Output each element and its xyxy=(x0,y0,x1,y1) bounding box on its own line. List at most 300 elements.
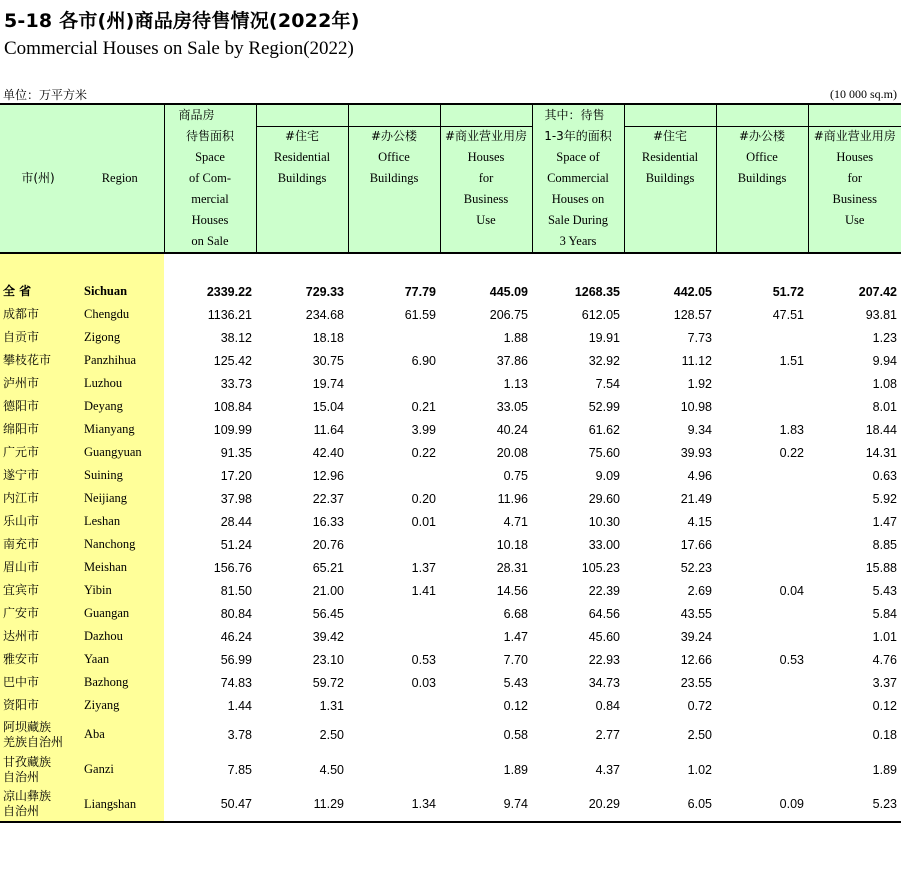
row-city: 达州市 xyxy=(0,625,76,648)
row-value: 21.00 xyxy=(312,583,344,598)
row-region: Guangan xyxy=(76,602,164,625)
row-value: 47.51 xyxy=(772,307,804,322)
header-office-3y xyxy=(716,104,808,253)
row-value: 14.31 xyxy=(865,445,897,460)
row-value: 34.73 xyxy=(588,675,620,690)
row-value: 0.12 xyxy=(503,698,528,713)
row-value: 65.21 xyxy=(312,560,344,575)
row-city: 遂宁市 xyxy=(0,464,76,487)
row-value: 50.47 xyxy=(164,787,256,822)
row-city: 广元市 xyxy=(0,441,76,464)
row-value: 0.12 xyxy=(872,698,897,713)
row-value: 0.04 xyxy=(779,583,804,598)
table-row xyxy=(0,694,901,717)
row-region: Luzhou xyxy=(76,372,164,395)
row-value: 74.83 xyxy=(220,675,252,690)
row-city: 攀枝花市 xyxy=(0,349,76,372)
row-city: 资阳市 xyxy=(0,694,76,717)
row-region: Dazhou xyxy=(76,625,164,648)
row-value: 1.89 xyxy=(503,762,528,777)
row-value: 6.05 xyxy=(624,787,716,822)
row-value: 64.56 xyxy=(588,606,620,621)
row-value: 56.45 xyxy=(312,606,344,621)
row-value: 7.54 xyxy=(595,376,620,391)
row-city xyxy=(0,752,76,787)
row-value: 39.24 xyxy=(680,629,712,644)
row-value: 105.23 xyxy=(581,560,620,575)
row-value: 7.70 xyxy=(503,652,528,667)
row-value: 1.02 xyxy=(687,762,712,777)
row-value: 12.66 xyxy=(680,652,712,667)
header-three-en-2: Commercial xyxy=(547,171,609,185)
row-value: 23.55 xyxy=(680,675,712,690)
header-total-en-1: Space xyxy=(195,150,225,164)
page-title-en: Commercial Houses on Sale by Region(2022) xyxy=(4,38,354,59)
header-total-cn-2: 待售面积 xyxy=(185,129,234,143)
row-value: 10.98 xyxy=(680,399,712,414)
row-value: 108.84 xyxy=(213,399,252,414)
spacer-cell-right xyxy=(164,253,901,280)
row-value: 9.74 xyxy=(440,787,532,822)
row-value: 22.39 xyxy=(588,583,620,598)
row-region: Aba xyxy=(76,717,164,752)
row-value: 0.63 xyxy=(872,468,897,483)
row-value xyxy=(348,533,440,556)
row-value xyxy=(348,464,440,487)
header-office-3y-en-2: Buildings xyxy=(737,171,787,185)
row-value: 9.94 xyxy=(872,353,897,368)
row-value: 28.31 xyxy=(496,560,528,575)
row-value: 0.21 xyxy=(411,399,436,414)
row-value: 6.68 xyxy=(503,606,528,621)
row-value: 1.37 xyxy=(411,560,436,575)
table-row xyxy=(0,510,901,533)
row-value: 22.93 xyxy=(588,652,620,667)
row-value: 37.86 xyxy=(496,353,528,368)
row-value: 6.90 xyxy=(411,353,436,368)
row-value: 52.99 xyxy=(588,399,620,414)
header-business-en-1: Houses xyxy=(467,150,505,164)
header-business-3y xyxy=(808,104,901,253)
row-region: Neijiang xyxy=(76,487,164,510)
row-value: 0.22 xyxy=(779,445,804,460)
table-row xyxy=(0,349,901,372)
header-three-en-4: Sale During xyxy=(547,213,609,227)
spacer-cell xyxy=(0,253,164,280)
row-value: 1.34 xyxy=(348,787,440,822)
row-value: 19.91 xyxy=(588,330,620,345)
row-value xyxy=(716,694,808,717)
row-region: Deyang xyxy=(76,395,164,418)
row-value xyxy=(348,694,440,717)
table-row xyxy=(0,602,901,625)
row-value xyxy=(716,625,808,648)
row-value: 30.75 xyxy=(312,353,344,368)
row-city: 巴中市 xyxy=(0,671,76,694)
row-value: 51.24 xyxy=(220,537,252,552)
row-region: Suining xyxy=(76,464,164,487)
row-value: 17.66 xyxy=(680,537,712,552)
row-value: 3.37 xyxy=(872,675,897,690)
header-among-cn: 其中：待售 xyxy=(544,108,605,122)
row-value: 33.73 xyxy=(220,376,252,391)
row-value: 0.72 xyxy=(687,698,712,713)
row-value: 61.59 xyxy=(404,307,436,322)
unit-label-cn: 单位：万平方米 xyxy=(3,88,88,102)
row-value: 0.53 xyxy=(411,652,436,667)
header-three-years xyxy=(532,104,624,253)
row-region: Yibin xyxy=(76,579,164,602)
row-value: 3.78 xyxy=(227,727,252,742)
row-value: 16.33 xyxy=(312,514,344,529)
row-value xyxy=(348,752,440,787)
row-value: 1.31 xyxy=(319,698,344,713)
header-business-3y-en-3: Business xyxy=(832,192,877,206)
row-value: 43.55 xyxy=(680,606,712,621)
row-region: Sichuan xyxy=(76,280,164,303)
row-value xyxy=(716,602,808,625)
row-value: 2.69 xyxy=(687,583,712,598)
table-row xyxy=(0,487,901,510)
row-value: 42.40 xyxy=(312,445,344,460)
row-value: 2.77 xyxy=(595,727,620,742)
row-value: 442.05 xyxy=(673,284,712,299)
header-total-en-3: mercial xyxy=(191,192,229,206)
row-value xyxy=(716,533,808,556)
row-value: 729.33 xyxy=(305,284,344,299)
row-region: Guangyuan xyxy=(76,441,164,464)
row-value: 1.08 xyxy=(872,376,897,391)
row-value: 156.76 xyxy=(213,560,252,575)
row-value: 9.09 xyxy=(595,468,620,483)
row-value: 11.29 xyxy=(256,787,348,822)
row-city: 南充市 xyxy=(0,533,76,556)
header-total-en-4: Houses xyxy=(191,213,229,227)
row-value: 0.75 xyxy=(503,468,528,483)
table-row xyxy=(0,671,901,694)
row-value: 4.50 xyxy=(319,762,344,777)
row-value: 81.50 xyxy=(220,583,252,598)
table-row xyxy=(0,464,901,487)
row-city: 成都市 xyxy=(0,303,76,326)
row-region: Leshan xyxy=(76,510,164,533)
row-value: 52.23 xyxy=(680,560,712,575)
row-region: Chengdu xyxy=(76,303,164,326)
row-value xyxy=(348,625,440,648)
header-total-space xyxy=(164,104,256,253)
row-city-line: 阿坝藏族 xyxy=(3,719,52,734)
row-value xyxy=(716,717,808,752)
row-value: 56.99 xyxy=(220,652,252,667)
row-value: 61.62 xyxy=(588,422,620,437)
row-value: 20.29 xyxy=(532,787,624,822)
row-value xyxy=(348,326,440,349)
row-value: 91.35 xyxy=(220,445,252,460)
header-total-en-2: of Com- xyxy=(188,171,231,185)
header-office-cn: #办公楼 xyxy=(370,129,418,143)
table-row xyxy=(0,280,901,303)
row-value: 33.00 xyxy=(588,537,620,552)
header-city: 市(州) xyxy=(0,104,76,253)
row-value: 17.20 xyxy=(220,468,252,483)
header-office-en-1: Office xyxy=(378,150,410,164)
row-value: 2339.22 xyxy=(206,284,252,299)
row-value xyxy=(348,717,440,752)
row-value: 77.79 xyxy=(404,284,436,299)
row-value: 11.64 xyxy=(313,422,344,437)
row-value: 4.37 xyxy=(595,762,620,777)
row-value: 0.20 xyxy=(411,491,436,506)
header-office-3y-cn: #办公楼 xyxy=(738,129,786,143)
row-city xyxy=(0,787,76,822)
row-region: Mianyang xyxy=(76,418,164,441)
row-region: Zigong xyxy=(76,326,164,349)
row-value: 12.96 xyxy=(312,468,344,483)
row-city-line: 甘孜藏族 xyxy=(3,754,52,769)
header-business-cn: #商业营业用房 xyxy=(444,129,528,143)
row-region: Bazhong xyxy=(76,671,164,694)
table-row xyxy=(0,579,901,602)
row-value: 9.34 xyxy=(687,422,712,437)
row-city: 眉山市 xyxy=(0,556,76,579)
row-city: 内江市 xyxy=(0,487,76,510)
table-body xyxy=(0,253,901,822)
row-value: 1.41 xyxy=(411,583,436,598)
row-value: 1.13 xyxy=(503,376,528,391)
header-business-3y-en-1: Houses xyxy=(836,150,874,164)
header-business-3y-en-2: for xyxy=(847,171,863,185)
row-value: 4.96 xyxy=(687,468,712,483)
row-value xyxy=(716,395,808,418)
row-value: 1.23 xyxy=(872,330,897,345)
row-city: 绵阳市 xyxy=(0,418,76,441)
row-value xyxy=(716,752,808,787)
row-value: 1.92 xyxy=(687,376,712,391)
row-value: 0.53 xyxy=(779,652,804,667)
row-value: 1136.21 xyxy=(207,307,252,322)
table-row xyxy=(0,752,901,787)
header-three-cn: 1-3年的面积 xyxy=(544,129,612,143)
row-value xyxy=(716,487,808,510)
row-city: 乐山市 xyxy=(0,510,76,533)
row-value xyxy=(716,464,808,487)
header-office-3y-en-1: Office xyxy=(746,150,778,164)
row-city-line: 自治州 xyxy=(3,769,40,784)
row-value: 22.37 xyxy=(312,491,344,506)
unit-label-en: (10 000 sq.m) xyxy=(830,87,897,101)
row-value: 0.18 xyxy=(872,727,897,742)
header-business-en-3: Business xyxy=(463,192,509,206)
page-title-cn: 5-18 各市(州)商品房待售情况(2022年) xyxy=(4,10,360,32)
row-value: 80.84 xyxy=(220,606,252,621)
row-value: 2.50 xyxy=(319,727,344,742)
row-city-line: 凉山彝族 xyxy=(3,789,52,803)
row-value: 8.85 xyxy=(872,537,897,552)
row-value: 5.84 xyxy=(872,606,897,621)
row-value: 0.01 xyxy=(411,514,436,529)
row-value: 75.60 xyxy=(588,445,620,460)
row-region: Panzhihua xyxy=(76,349,164,372)
row-city: 广安市 xyxy=(0,602,76,625)
row-value: 1.89 xyxy=(872,762,897,777)
row-value: 93.81 xyxy=(865,307,897,322)
row-value xyxy=(348,602,440,625)
row-region: Liangshan xyxy=(76,787,164,822)
header-business-3y-cn: #商业营业用房 xyxy=(813,129,896,143)
table-row xyxy=(0,648,901,671)
row-value: 39.42 xyxy=(312,629,344,644)
stats-table xyxy=(0,103,901,823)
row-region: Ziyang xyxy=(76,694,164,717)
row-value: 5.43 xyxy=(872,583,897,598)
row-region: Meishan xyxy=(76,556,164,579)
row-value: 18.18 xyxy=(312,330,344,345)
row-value: 5.43 xyxy=(503,675,528,690)
row-value: 39.93 xyxy=(680,445,712,460)
row-value: 15.88 xyxy=(865,560,897,575)
table-row xyxy=(0,625,901,648)
row-value: 19.74 xyxy=(312,376,344,391)
row-value: 1268.35 xyxy=(574,284,620,299)
row-value: 0.09 xyxy=(716,787,808,822)
table-row xyxy=(0,326,901,349)
row-city: 自贡市 xyxy=(0,326,76,349)
row-value xyxy=(716,556,808,579)
row-value: 4.15 xyxy=(687,514,712,529)
row-value xyxy=(716,671,808,694)
header-residential-3y xyxy=(624,104,716,253)
row-value: 11.12 xyxy=(681,353,712,368)
header-residential-3y-cn: #住宅 xyxy=(652,129,688,143)
table-row xyxy=(0,303,901,326)
row-value: 46.24 xyxy=(220,629,252,644)
table-row xyxy=(0,787,901,822)
row-value: 4.76 xyxy=(872,652,897,667)
table-row xyxy=(0,441,901,464)
row-value: 7.73 xyxy=(687,330,712,345)
row-value: 612.05 xyxy=(581,307,620,322)
row-value xyxy=(716,372,808,395)
header-business-en-4: Use xyxy=(476,213,496,227)
header-business xyxy=(440,104,532,253)
row-value: 11.96 xyxy=(497,491,528,506)
row-value: 40.24 xyxy=(496,422,528,437)
row-value: 109.99 xyxy=(213,422,252,437)
row-value: 5.92 xyxy=(872,491,897,506)
row-region: Yaan xyxy=(76,648,164,671)
header-three-en-5: 3 Years xyxy=(559,234,597,248)
table-header xyxy=(0,104,901,253)
header-three-en-3: Houses on xyxy=(551,192,605,206)
table-row xyxy=(0,372,901,395)
row-value: 0.22 xyxy=(411,445,436,460)
row-value: 20.76 xyxy=(312,537,344,552)
row-value: 28.44 xyxy=(220,514,252,529)
row-city: 德阳市 xyxy=(0,395,76,418)
row-value: 59.72 xyxy=(312,675,344,690)
row-value: 37.98 xyxy=(220,491,252,506)
row-value: 207.42 xyxy=(858,284,897,299)
row-city: 宜宾市 xyxy=(0,579,76,602)
row-value: 1.01 xyxy=(872,629,897,644)
header-residential xyxy=(256,104,348,253)
row-value: 14.56 xyxy=(496,583,528,598)
row-value: 128.57 xyxy=(673,307,712,322)
header-business-3y-en-4: Use xyxy=(845,213,865,227)
header-residential-en-2: Buildings xyxy=(277,171,327,185)
row-city-line: 羌族自治州 xyxy=(3,734,64,749)
row-value: 51.72 xyxy=(772,284,804,299)
table-row xyxy=(0,717,901,752)
header-total-en-5: on Sale xyxy=(191,234,229,248)
header-residential-en-1: Residential xyxy=(273,150,331,164)
row-value: 234.68 xyxy=(305,307,344,322)
row-value: 445.09 xyxy=(489,284,528,299)
row-value: 10.30 xyxy=(588,514,620,529)
table-row xyxy=(0,556,901,579)
row-value xyxy=(716,326,808,349)
row-region: Nanchong xyxy=(76,533,164,556)
row-value: 7.85 xyxy=(227,762,252,777)
row-value: 33.05 xyxy=(496,399,528,414)
row-value: 5.23 xyxy=(808,787,901,822)
row-value xyxy=(348,372,440,395)
row-value: 4.71 xyxy=(503,514,528,529)
header-total-cn-1: 商品房 xyxy=(178,108,215,122)
header-region: Region xyxy=(76,104,164,253)
row-value: 29.60 xyxy=(588,491,620,506)
row-value: 0.84 xyxy=(595,698,620,713)
row-value: 1.47 xyxy=(872,514,897,529)
header-three-en-1: Space of xyxy=(556,150,600,164)
header-residential-3y-en-1: Residential xyxy=(641,150,699,164)
row-city: 雅安市 xyxy=(0,648,76,671)
header-residential-cn: #住宅 xyxy=(284,129,320,143)
row-value: 2.50 xyxy=(687,727,712,742)
row-city xyxy=(0,717,76,752)
row-value: 1.51 xyxy=(779,353,804,368)
table-row xyxy=(0,418,901,441)
header-business-en-2: for xyxy=(478,171,494,185)
row-value: 20.08 xyxy=(496,445,528,460)
row-value: 18.44 xyxy=(865,422,897,437)
row-city: 泸州市 xyxy=(0,372,76,395)
row-value: 1.47 xyxy=(503,629,528,644)
row-value: 1.83 xyxy=(779,422,804,437)
row-value: 125.42 xyxy=(213,353,252,368)
row-region: Ganzi xyxy=(76,752,164,787)
header-residential-3y-en-2: Buildings xyxy=(645,171,695,185)
row-value: 32.92 xyxy=(588,353,620,368)
header-office-en-2: Buildings xyxy=(369,171,419,185)
row-value: 3.99 xyxy=(411,422,436,437)
table-row xyxy=(0,533,901,556)
row-value: 0.03 xyxy=(411,675,436,690)
row-value: 38.12 xyxy=(220,330,252,345)
table-row xyxy=(0,395,901,418)
row-value: 1.44 xyxy=(227,698,252,713)
row-value: 23.10 xyxy=(312,652,344,667)
row-value: 10.18 xyxy=(496,537,528,552)
row-value: 206.75 xyxy=(489,307,528,322)
row-value: 1.88 xyxy=(503,330,528,345)
row-value: 15.04 xyxy=(312,399,344,414)
row-value xyxy=(716,510,808,533)
row-value: 21.49 xyxy=(680,491,712,506)
header-office xyxy=(348,104,440,253)
row-value: 45.60 xyxy=(588,629,620,644)
row-value: 8.01 xyxy=(872,399,897,414)
